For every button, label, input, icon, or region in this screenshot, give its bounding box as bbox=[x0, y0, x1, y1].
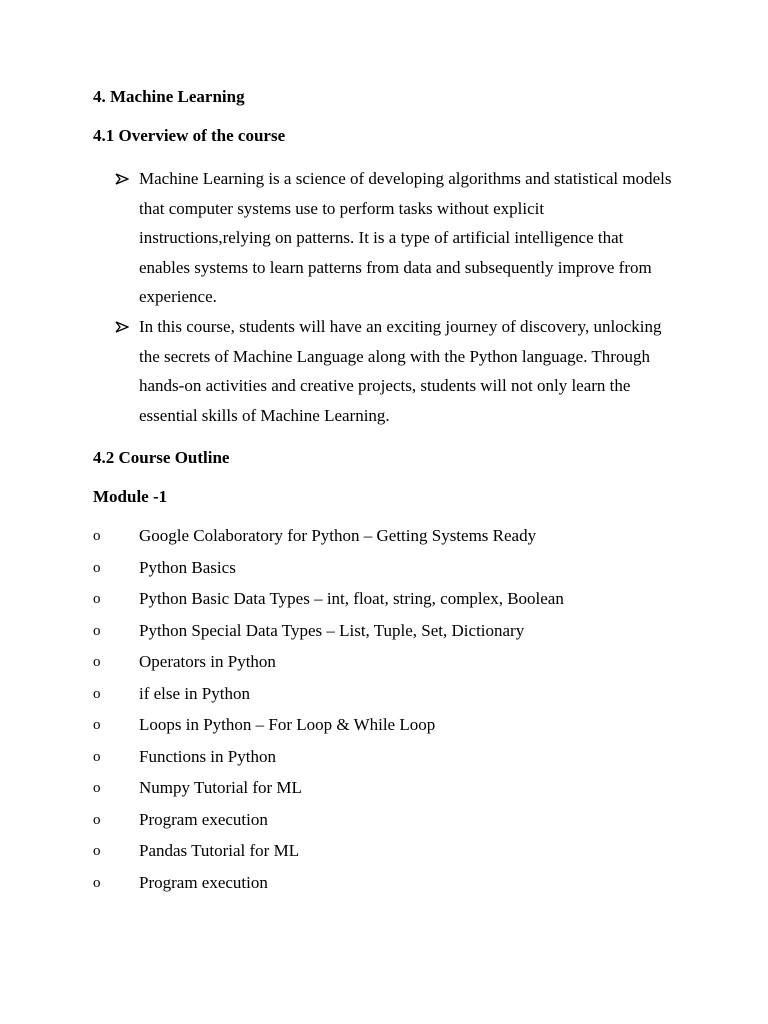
list-item bbox=[93, 683, 678, 705]
section-title: 4. Machine Learning bbox=[93, 87, 245, 106]
outline-heading: 4.2 Course Outline bbox=[93, 448, 230, 468]
topic-text: Python Basic Data Types – int, float, string, complex, Boolean bbox=[139, 589, 564, 609]
circle-bullet-icon: o bbox=[93, 811, 101, 828]
topic-text: if else in Python bbox=[139, 683, 250, 703]
topic-text: Numpy Tutorial for ML bbox=[139, 778, 302, 798]
arrow-bullet-icon bbox=[115, 312, 129, 342]
module-title: Module -1 bbox=[93, 487, 168, 507]
topic-text: Pandas Tutorial for ML bbox=[139, 841, 300, 861]
arrow-bullet-icon bbox=[115, 164, 129, 194]
circle-bullet-icon: o bbox=[93, 591, 101, 608]
list-item bbox=[93, 588, 678, 610]
list-item bbox=[93, 525, 678, 547]
topic-text: Program execution bbox=[139, 809, 268, 829]
circle-bullet-icon: o bbox=[93, 622, 101, 639]
list-item bbox=[93, 557, 678, 579]
list-item bbox=[93, 840, 678, 862]
circle-bullet-icon: o bbox=[93, 874, 101, 891]
list-item bbox=[93, 620, 678, 642]
list-item bbox=[93, 651, 678, 673]
topic-text: Operators in Python bbox=[139, 652, 276, 672]
circle-bullet-icon: o bbox=[93, 685, 101, 702]
topic-text: Functions in Python bbox=[139, 746, 276, 766]
list-item bbox=[93, 809, 678, 831]
overview-heading: 4.1 Overview of the course bbox=[93, 126, 286, 145]
module-topic-list bbox=[93, 525, 678, 894]
overview-point bbox=[93, 164, 678, 312]
list-item bbox=[93, 777, 678, 799]
topic-text: Python Special Data Types – List, Tuple, Set, Dictionary bbox=[139, 620, 525, 640]
circle-bullet-icon: o bbox=[93, 528, 101, 545]
circle-bullet-icon: o bbox=[93, 748, 101, 765]
circle-bullet-icon: o bbox=[93, 780, 101, 797]
overview-point bbox=[93, 312, 678, 430]
list-item bbox=[93, 746, 678, 768]
topic-text: Python Basics bbox=[139, 557, 236, 577]
topic-text: Loops in Python – For Loop & While Loop bbox=[139, 715, 436, 735]
circle-bullet-icon: o bbox=[93, 843, 101, 860]
overview-list bbox=[93, 164, 678, 430]
circle-bullet-icon: o bbox=[93, 654, 101, 671]
topic-text: Google Colaboratory for Python – Getting Systems Ready bbox=[139, 526, 537, 546]
topic-text: Program execution bbox=[139, 872, 268, 892]
overview-point-text: In this course, students will have an exciting journey of discovery, unlocking the secrets of Machine Language along with the Python language. Through hands-on activities and creative projects, students will not only learn the essential skills of Machine Learning. bbox=[139, 316, 662, 425]
list-item bbox=[93, 872, 678, 894]
list-item bbox=[93, 714, 678, 736]
circle-bullet-icon: o bbox=[93, 559, 101, 576]
circle-bullet-icon: o bbox=[93, 717, 101, 734]
overview-point-text: Machine Learning is a science of developing algorithms and statistical models that computer systems use to perform tasks without explicit instructions,relying on patterns. It is a type of artificial intelligence that enables systems to learn patterns from data and subsequently improve from experience. bbox=[139, 169, 672, 307]
